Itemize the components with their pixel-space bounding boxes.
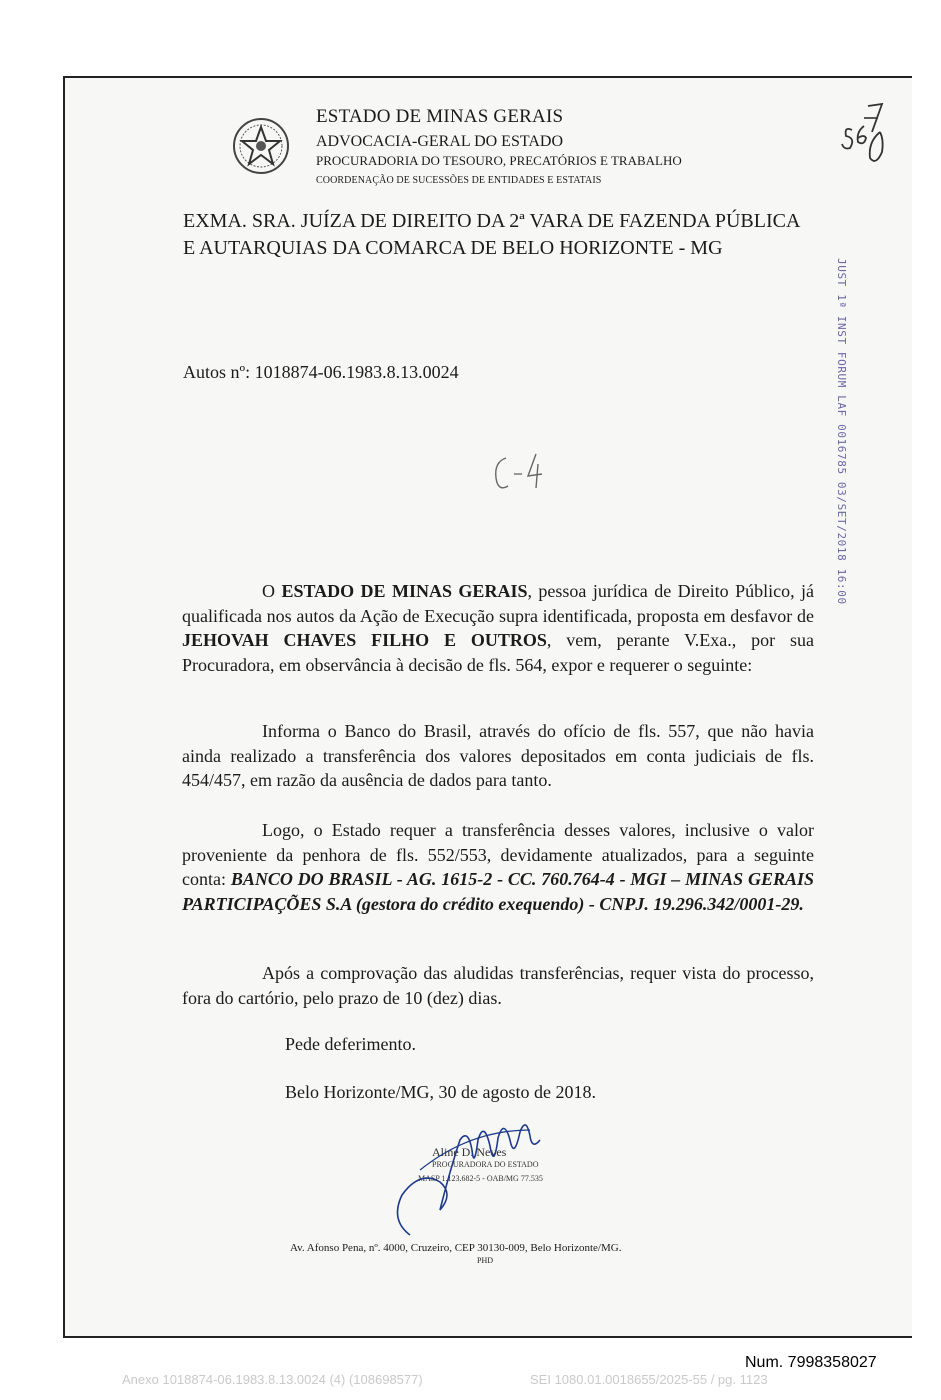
paragraph-intro: O ESTADO DE MINAS GERAIS, pessoa jurídica de Direito Público, já qualificada nos autos da Ação de Execução supra identificada, proposta em desfavor de JEHOVAH CHAVES FILHO E OUTROS, vem, perante V.Exa., por sua Procuradora, em observância à decisão de fls. 564, expor e requerer o seguinte: (182, 581, 815, 675)
state-coat-of-arms-icon (232, 117, 290, 175)
addressee-line-1: EXMA. SRA. JUÍZA DE DIREITO DA 2ª VARA DE FAZENDA PÚBLICA (183, 210, 801, 232)
bank-account-details: BANCO DO BRASIL - AG. 1615-2 - CC. 760.764-4 - MGI – MINAS GERAIS PARTICIPAÇÕES S.A (gestora do crédito exequendo) - CNPJ. 19.296.342/0001-29. (182, 869, 814, 914)
closing-formula: Pede deferimento. (285, 1034, 416, 1054)
sei-reference: SEI 1080.01.0018655/2025-55 / pg. 1123 (530, 1372, 768, 1387)
header-agency: ADVOCACIA-GERAL DO ESTADO (316, 133, 563, 150)
addressee-line-2: E AUTARQUIAS DA COMARCA DE BELO HORIZONTE - MG (183, 237, 723, 259)
defendant-name: JEHOVAH CHAVES FILHO E OUTROS (182, 630, 547, 650)
date-line: Belo Horizonte/MG, 30 de agosto de 2018. (285, 1082, 596, 1102)
signatory-ids: MASP 1.123.682-5 - OAB/MG 77.535 (418, 1174, 543, 1183)
handwritten-note (492, 450, 548, 496)
handwritten-page-number (838, 96, 890, 168)
party-name: ESTADO DE MINAS GERAIS (281, 581, 528, 601)
handwritten-signature (380, 1110, 580, 1250)
footer-address: Av. Afonso Pena, nº. 4000, Cruzeiro, CEP 30130-009, Belo Horizonte/MG. (290, 1242, 622, 1254)
header-department: PROCURADORIA DO TESOURO, PRECATÓRIOS E TRABALHO (316, 153, 682, 168)
signatory-title: PROCURADORA DO ESTADO (432, 1160, 539, 1169)
footer-initials: PHD (477, 1256, 494, 1265)
paragraph-bank-info: Informa o Banco do Brasil, através do ofício de fls. 557, que não havia ainda realizado a transferência dos valores depositados em conta judiciais de fls. 454/457, em razão da ausência de dados para tanto. (182, 721, 814, 790)
paragraph-vista: Após a comprovação das aludidas transferências, requer vista do processo, fora do cartório, pelo prazo de 10 (dez) dias. (182, 963, 814, 1008)
protocol-stamp: JUST 1ª INST FORUM LAF 0016785 03/SET/2018 16:00 (835, 258, 848, 605)
annex-reference: Anexo 1018874-06.1983.8.13.0024 (4) (108698577) (122, 1372, 423, 1387)
paragraph-request: Logo, o Estado requer a transferência desses valores, inclusive o valor proveniente da penhora de fls. 552/553, devidamente atualizados, para a seguinte conta: BANCO DO BRASIL - AG. 1615-2 - CC. 760.764-4 - MGI – MINAS GERAIS PARTICIPAÇÕES S.A (gestora do crédito exequendo) - CNPJ. 19.296.342/0001-29. (182, 820, 814, 914)
document-number: Num. 7998358027 (745, 1354, 877, 1371)
case-number: Autos nº: 1018874-06.1983.8.13.0024 (183, 362, 459, 382)
header-division: COORDENAÇÃO DE SUCESSÕES DE ENTIDADES E ESTATAIS (316, 175, 602, 186)
signatory-name: Aline D. Neves (432, 1145, 507, 1159)
header-state: ESTADO DE MINAS GERAIS (316, 106, 564, 127)
